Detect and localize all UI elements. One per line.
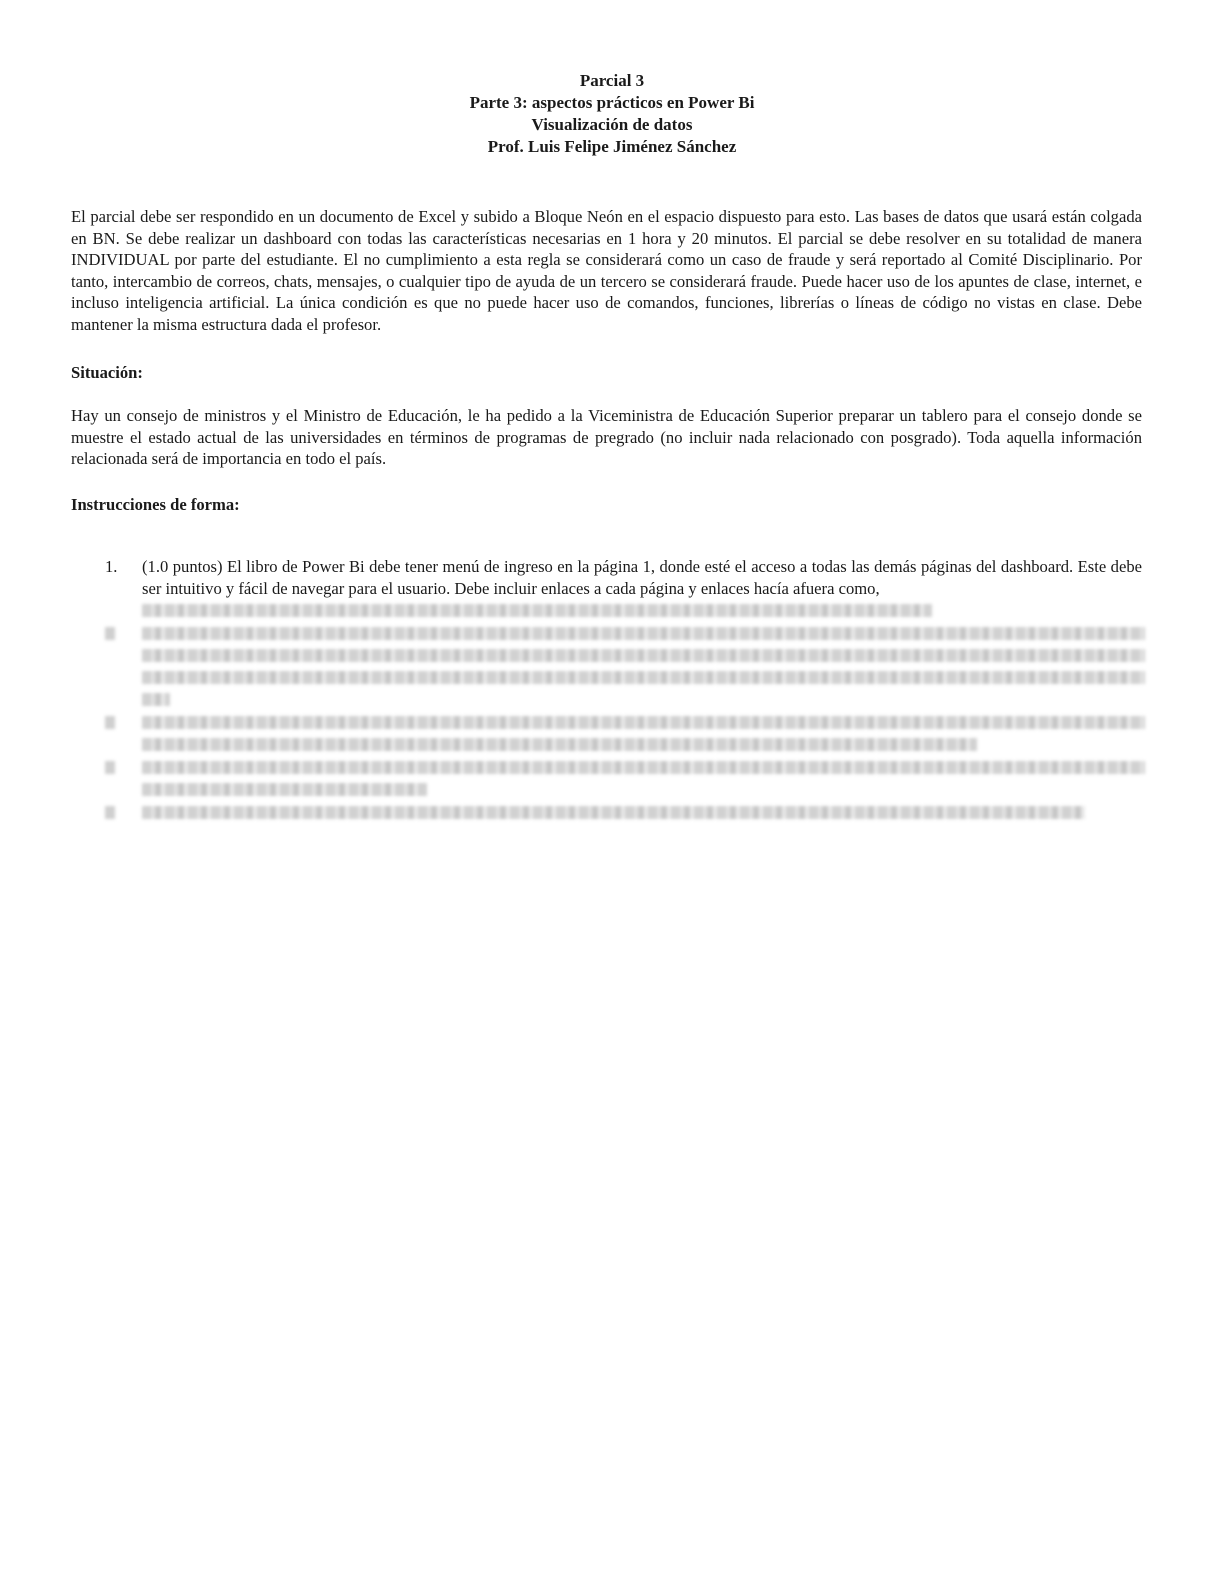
document-title-block [0, 70, 1224, 158]
redacted-line [142, 806, 1085, 819]
situation-paragraph: Hay un consejo de ministros y el Ministro de Educación, le ha pedido a la Viceministra de Educación Superior preparar un tablero para el consejo donde se muestre el estado actual de las universidades en términos de programas de pregrado (no incluir nada relacionado con posgrado). Toda aquella información relacionada será de importancia en todo el país. [71, 406, 1142, 469]
redacted-line [142, 716, 1145, 729]
redacted-line [142, 783, 427, 796]
redacted-line [142, 671, 1145, 684]
redacted-line [142, 604, 932, 617]
intro-paragraph: El parcial debe ser respondido en un documento de Excel y subido a Bloque Neón en el espacio dispuesto para esto. Las bases de datos que usará están colgada en BN. Se debe realizar un dashboard con todas las características necesarias en 1 hora y 20 minutos. El parcial se debe resolver en su totalidad de manera INDIVIDUAL por parte del estudiante. El no cumplimiento a esta regla se considerará como un caso de fraude y será reportado al Comité Disciplinario. Por tanto, intercambio de correos, chats, mensajes, o cualquier tipo de ayuda de un tercero se considerará fraude. Puede hacer uso de los apuntes de clase, internet, e incluso inteligencia artificial. La única condición es que no puede hacer uso de comandos, funciones, librerías o líneas de código no vistas en clase. Debe mantener la misma estructura dada el profesor. [71, 207, 1142, 334]
redacted-line [142, 649, 1145, 662]
situation-heading: Situación: [71, 363, 143, 382]
instruction-item-1 [105, 556, 1142, 599]
instructions-heading: Instrucciones de forma: [71, 495, 240, 514]
redacted-line [142, 738, 977, 751]
redacted-instructions [105, 600, 1145, 820]
course-title: Visualización de datos [531, 115, 693, 134]
redacted-number [105, 716, 115, 729]
redacted-number [105, 806, 115, 819]
instruction-number: 1. [105, 557, 118, 576]
exam-title: Parcial 3 [579, 71, 645, 90]
professor-name: Prof. Luis Felipe Jiménez Sánchez [487, 137, 737, 156]
redacted-number [105, 761, 115, 774]
exam-part-title: Parte 3: aspectos prácticos en Power Bi [469, 93, 755, 112]
redacted-line [142, 627, 1145, 640]
redacted-line [142, 693, 170, 706]
redacted-line [142, 761, 1145, 774]
redacted-number [105, 627, 115, 640]
instruction-text: (1.0 puntos) El libro de Power Bi debe tener menú de ingreso en la página 1, donde esté el acceso a todas las demás páginas del dashboard. Este debe ser intuitivo y fácil de navegar para el usuario. Debe incluir enlaces a cada página y enlaces hacía afuera como, [142, 557, 1142, 598]
